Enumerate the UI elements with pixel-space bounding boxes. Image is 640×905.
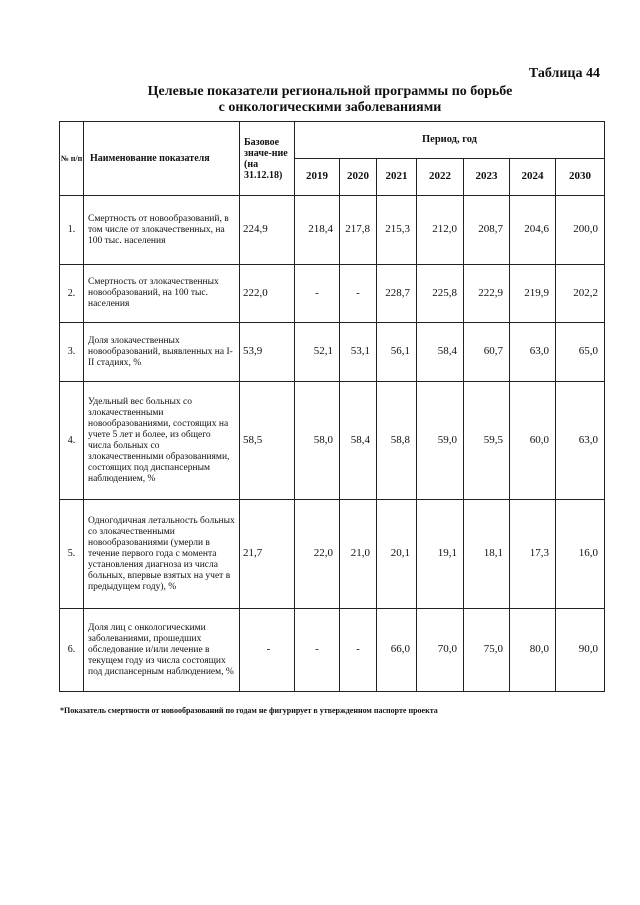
row-number: 6. (60, 609, 84, 692)
base-value: 58,5 (240, 382, 295, 500)
document-title (60, 84, 600, 116)
value-2023: 59,5 (464, 382, 510, 500)
row-number: 3. (60, 323, 84, 382)
row-number: 5. (60, 500, 84, 609)
table-number-label: Таблица 44 (528, 66, 600, 81)
value-2023: 208,7 (464, 196, 510, 265)
header-year-2021: 2021 (377, 159, 417, 196)
header-row-1 (60, 122, 605, 159)
row-number: 2. (60, 265, 84, 323)
table-row (60, 382, 605, 500)
table-body (60, 196, 605, 692)
value-2020: 217,8 (340, 196, 377, 265)
value-2030: 90,0 (556, 609, 605, 692)
value-2023: 18,1 (464, 500, 510, 609)
header-year-2023: 2023 (464, 159, 510, 196)
value-2021: 228,7 (377, 265, 417, 323)
title-line-1: Целевые показатели региональной программы по борьбе (147, 84, 513, 99)
header-year-2022: 2022 (417, 159, 464, 196)
indicator-name: Смертность от злокачественных новообразований, на 100 тыс. населения (84, 265, 240, 323)
value-2022: 70,0 (417, 609, 464, 692)
indicator-name: Одногодичная летальность больных со злокачественными новообразованиями (умерли в течение первого года с момента установления диагноза из числа больных, впервые взятых на учет в предыдущем году), % (84, 500, 240, 609)
value-2019: 58,0 (295, 382, 340, 500)
header-year-2030: 2030 (556, 159, 605, 196)
value-2030: 63,0 (556, 382, 605, 500)
table-row (60, 323, 605, 382)
value-2019: 22,0 (295, 500, 340, 609)
value-2019: 218,4 (295, 196, 340, 265)
value-2024: 60,0 (510, 382, 556, 500)
indicator-name: Удельный вес больных со злокачественными новообразованиями, состоящих на учете 5 лет и более, из общего числа больных со злокачественными образованиями, состоящих под диспансерным наблюдением, % (84, 382, 240, 500)
value-2019: - (295, 609, 340, 692)
value-2020: - (340, 609, 377, 692)
value-2022: 19,1 (417, 500, 464, 609)
value-2019: 52,1 (295, 323, 340, 382)
header-base-value: Базовое значе-ние (на 31.12.18) (240, 122, 295, 196)
value-2024: 17,3 (510, 500, 556, 609)
table-row (60, 196, 605, 265)
value-2024: 63,0 (510, 323, 556, 382)
value-2024: 80,0 (510, 609, 556, 692)
value-2020: 21,0 (340, 500, 377, 609)
value-2020: 58,4 (340, 382, 377, 500)
value-2023: 222,9 (464, 265, 510, 323)
table-row (60, 265, 605, 323)
header-period: Период, год (295, 122, 605, 159)
value-2022: 59,0 (417, 382, 464, 500)
header-year-2024: 2024 (510, 159, 556, 196)
value-2021: 215,3 (377, 196, 417, 265)
base-value: 224,9 (240, 196, 295, 265)
value-2024: 219,9 (510, 265, 556, 323)
value-2022: 58,4 (417, 323, 464, 382)
base-value: 53,9 (240, 323, 295, 382)
table-row (60, 500, 605, 609)
value-2023: 60,7 (464, 323, 510, 382)
value-2030: 202,2 (556, 265, 605, 323)
title-line-2: с онкологическими заболеваниями (218, 100, 442, 115)
table-row (60, 609, 605, 692)
base-value: - (240, 609, 295, 692)
value-2023: 75,0 (464, 609, 510, 692)
value-2024: 204,6 (510, 196, 556, 265)
header-number: № п/п (60, 122, 84, 196)
footnote: *Показатель смертности от новообразований по годам не фигурирует в утвержденном паспорте проекта (60, 706, 438, 715)
value-2020: - (340, 265, 377, 323)
value-2021: 58,8 (377, 382, 417, 500)
value-2021: 56,1 (377, 323, 417, 382)
base-value: 222,0 (240, 265, 295, 323)
value-2022: 212,0 (417, 196, 464, 265)
row-number: 4. (60, 382, 84, 500)
value-2021: 66,0 (377, 609, 417, 692)
value-2030: 200,0 (556, 196, 605, 265)
value-2020: 53,1 (340, 323, 377, 382)
indicator-name: Смертность от новообразований, в том числе от злокачественных, на 100 тыс. населения (84, 196, 240, 265)
indicator-name: Доля злокачественных новообразований, выявленных на I-II стадиях, % (84, 323, 240, 382)
indicator-name: Доля лиц с онкологическими заболеваниями, прошедших обследование и/или лечение в текущем году из числа состоящих под диспансерным наблюдением, % (84, 609, 240, 692)
value-2030: 65,0 (556, 323, 605, 382)
header-indicator-name: Наименование показателя (84, 122, 240, 196)
indicators-table (59, 121, 605, 692)
row-number: 1. (60, 196, 84, 265)
value-2019: - (295, 265, 340, 323)
value-2021: 20,1 (377, 500, 417, 609)
header-year-2020: 2020 (340, 159, 377, 196)
value-2022: 225,8 (417, 265, 464, 323)
header-year-2019: 2019 (295, 159, 340, 196)
base-value: 21,7 (240, 500, 295, 609)
value-2030: 16,0 (556, 500, 605, 609)
